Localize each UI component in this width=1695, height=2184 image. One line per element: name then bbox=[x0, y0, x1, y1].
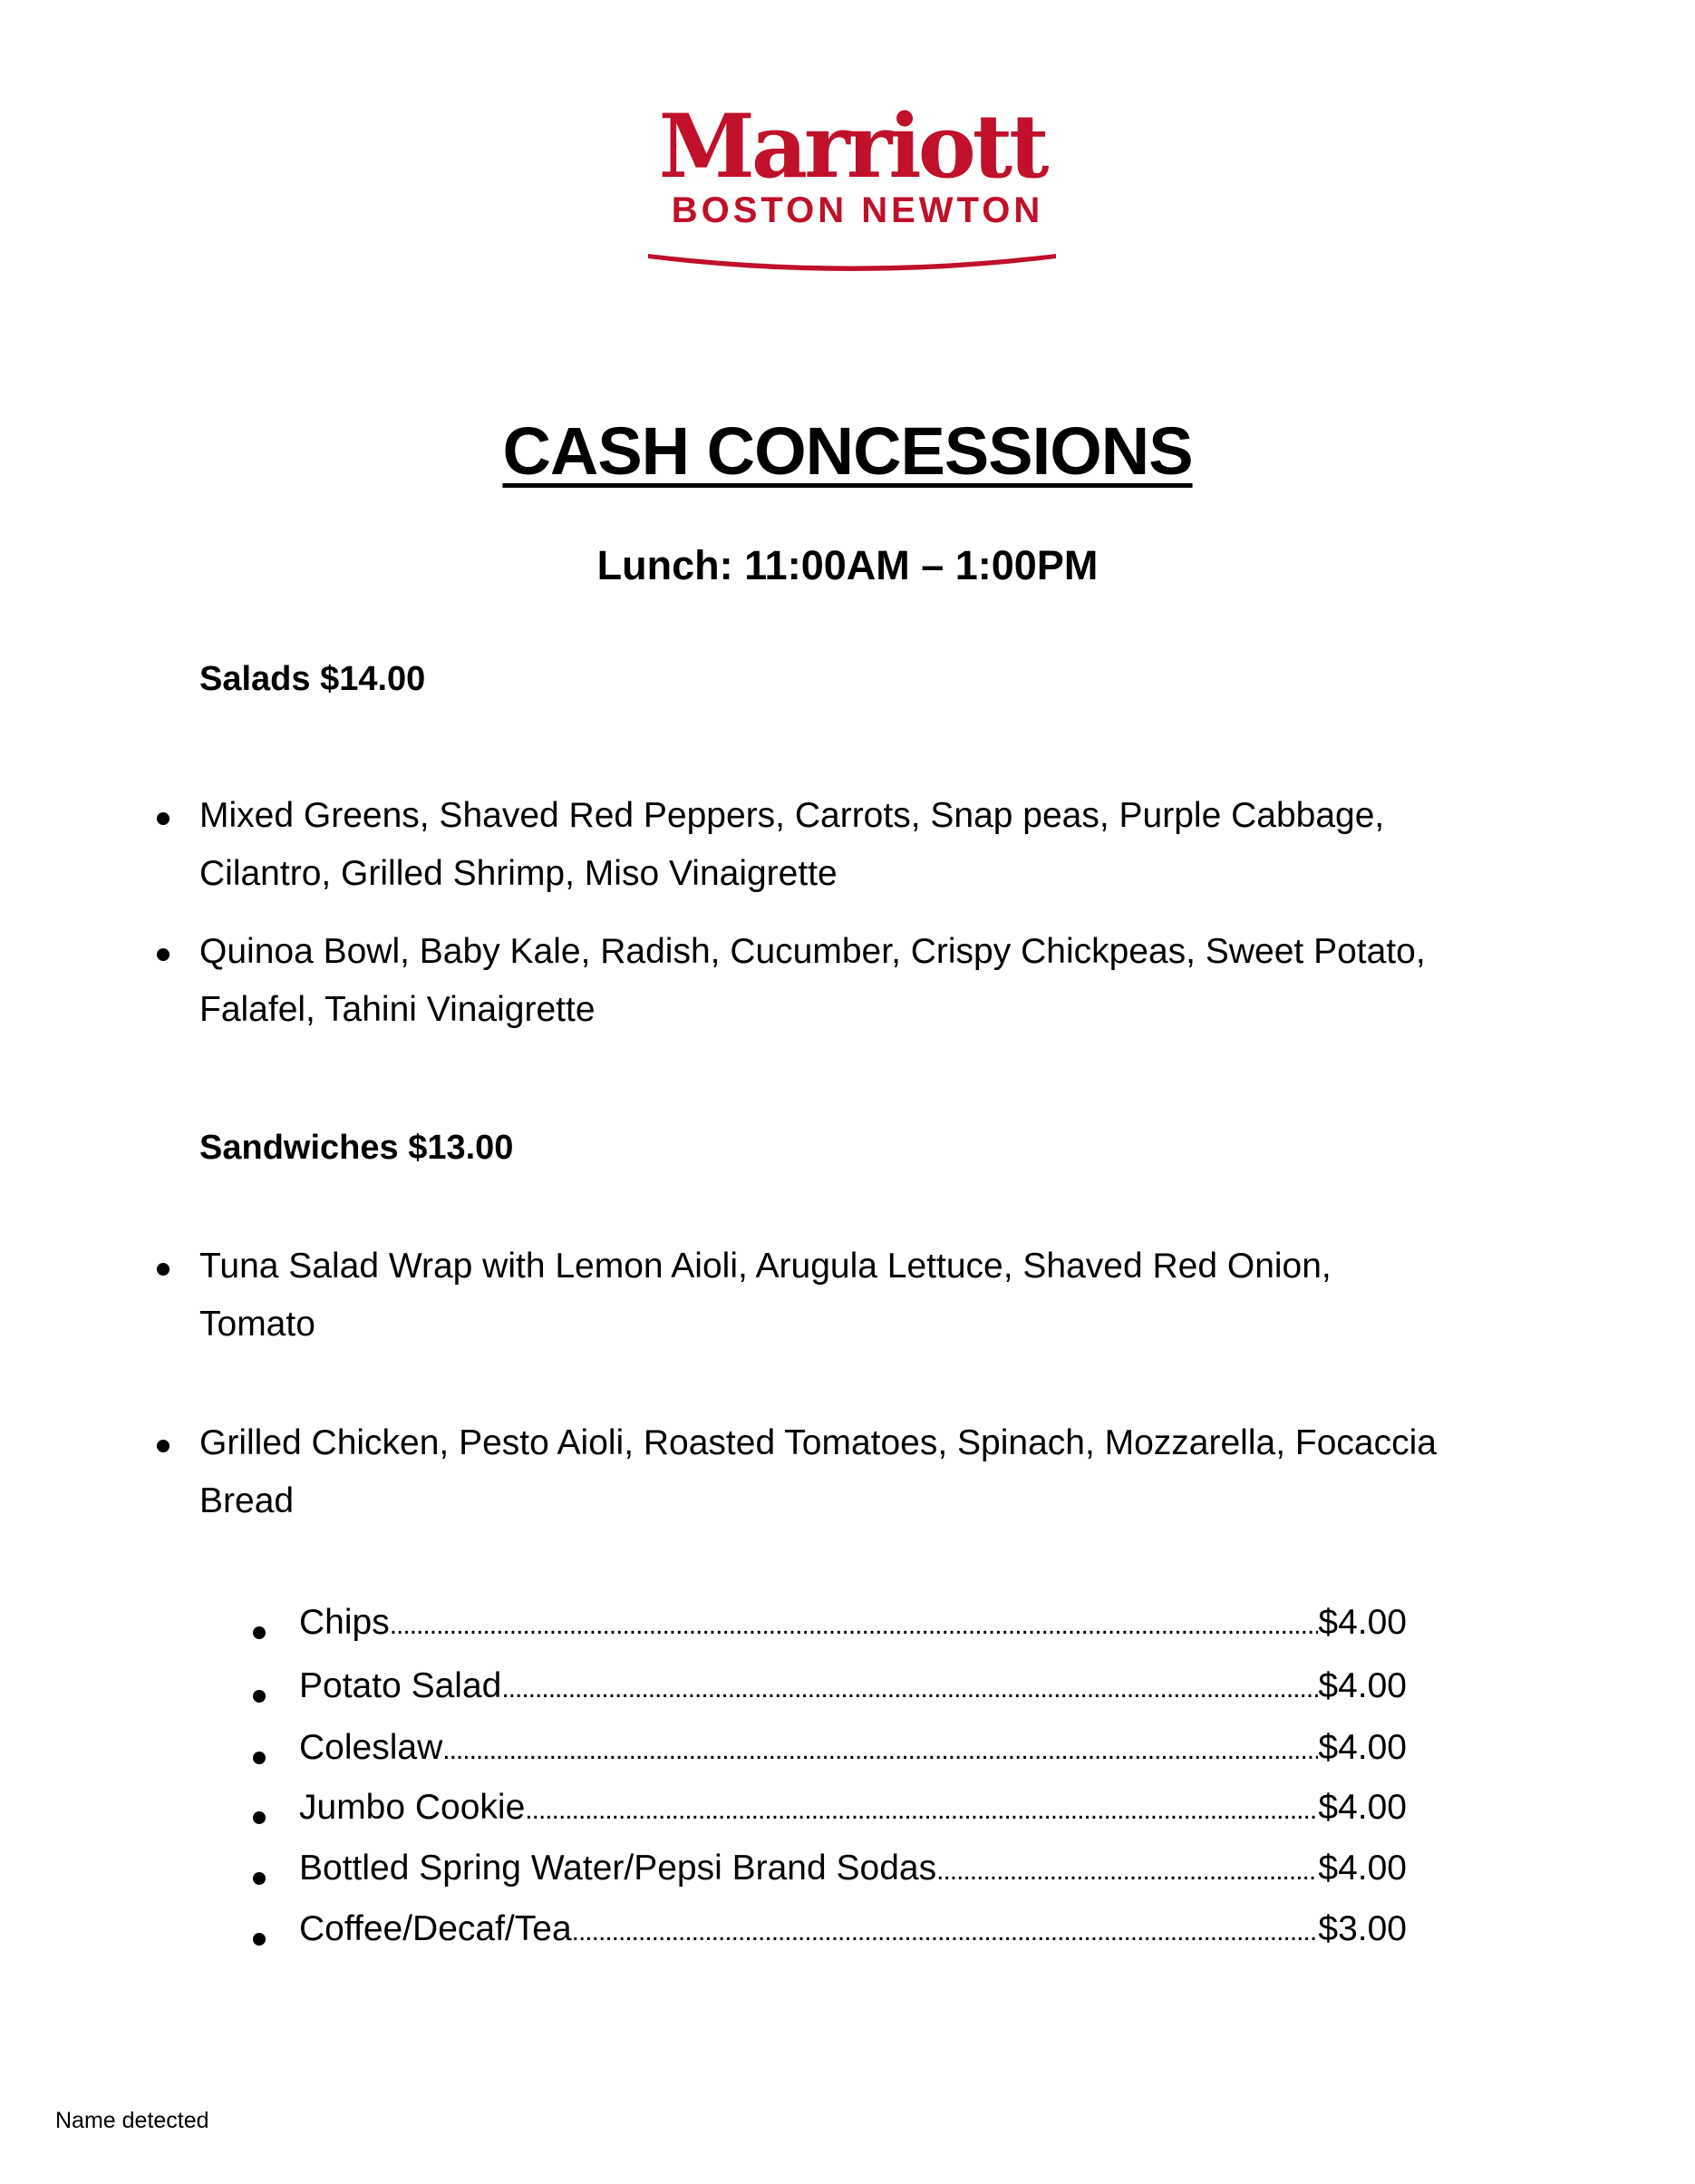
extra-item-name: Potato Salad bbox=[299, 1666, 502, 1705]
extra-item-name: Coffee/Decaf/Tea bbox=[299, 1909, 572, 1948]
extra-item bbox=[299, 1728, 1407, 1768]
extra-item bbox=[299, 1909, 1407, 1949]
bullet-icon bbox=[253, 1933, 266, 1946]
extra-item-price: $4.00 bbox=[1318, 1849, 1407, 1888]
extra-item-price: $4.00 bbox=[1318, 1603, 1407, 1642]
dot-leader bbox=[501, 1674, 1318, 1704]
bullet-icon bbox=[253, 1626, 266, 1639]
extra-item-price: $4.00 bbox=[1318, 1666, 1407, 1705]
sandwich-item-1-line-2: Tomato bbox=[199, 1305, 315, 1344]
sandwich-item-2-line-2: Bread bbox=[199, 1481, 295, 1520]
lunch-hours: Lunch: 11:00AM – 1:00PM bbox=[596, 542, 1099, 588]
extra-item-price: $4.00 bbox=[1318, 1728, 1407, 1767]
extra-item bbox=[299, 1603, 1407, 1643]
sandwich-item-2-line-1: Grilled Chicken, Pesto Aioli, Roasted Tomatoes, Spinach, Mozzarella, Focaccia bbox=[199, 1423, 1437, 1462]
extra-item-name: Chips bbox=[299, 1603, 390, 1642]
dot-leader bbox=[390, 1610, 1319, 1641]
bullet-icon bbox=[253, 1690, 266, 1703]
bullet-icon bbox=[157, 1440, 170, 1452]
dot-leader bbox=[936, 1856, 1318, 1887]
footer-note: Name detected bbox=[55, 2108, 209, 2133]
salad-item-1-line-2: Cilantro, Grilled Shrimp, Miso Vinaigrette bbox=[199, 854, 838, 893]
extra-item bbox=[299, 1849, 1407, 1888]
extra-item bbox=[299, 1788, 1407, 1828]
bullet-icon bbox=[253, 1811, 266, 1824]
marriott-logo bbox=[634, 86, 1070, 286]
logo-location: BOSTON NEWTON bbox=[671, 190, 1044, 230]
dot-leader bbox=[525, 1795, 1318, 1826]
salad-item-2-line-1: Quinoa Bowl, Baby Kale, Radish, Cucumber, Crispy Chickpeas, Sweet Potato, bbox=[199, 932, 1426, 971]
section-heading-salads: Salads $14.00 bbox=[199, 660, 426, 698]
sandwich-item-1-line-1: Tuna Salad Wrap with Lemon Aioli, Arugula Lettuce, Shaved Red Onion, bbox=[199, 1247, 1332, 1286]
extra-item-price: $4.00 bbox=[1318, 1788, 1407, 1827]
bullet-icon bbox=[157, 1263, 170, 1276]
logo-brand: Marriott bbox=[658, 95, 1046, 198]
salad-item-2-line-2: Falafel, Tahini Vinaigrette bbox=[199, 990, 596, 1029]
dot-leader bbox=[572, 1917, 1319, 1947]
extra-item-name: Bottled Spring Water/Pepsi Brand Sodas bbox=[299, 1849, 937, 1888]
extra-item-name: Jumbo Cookie bbox=[299, 1788, 526, 1827]
extra-item-price: $3.00 bbox=[1318, 1909, 1407, 1948]
bullet-icon bbox=[157, 948, 170, 961]
bullet-icon bbox=[253, 1752, 266, 1764]
section-heading-sandwiches: Sandwiches $13.00 bbox=[199, 1129, 514, 1167]
salad-item-1-line-1: Mixed Greens, Shaved Red Peppers, Carrots, Snap peas, Purple Cabbage, bbox=[199, 796, 1385, 835]
dot-leader bbox=[442, 1735, 1318, 1766]
bullet-icon bbox=[253, 1872, 266, 1885]
extra-item-name: Coleslaw bbox=[299, 1728, 443, 1767]
page-title bbox=[0, 413, 1695, 490]
page-title-text: CASH CONCESSIONS bbox=[502, 413, 1193, 489]
extra-item bbox=[299, 1666, 1407, 1706]
bullet-icon bbox=[157, 812, 170, 825]
logo-swoosh bbox=[648, 254, 1056, 271]
